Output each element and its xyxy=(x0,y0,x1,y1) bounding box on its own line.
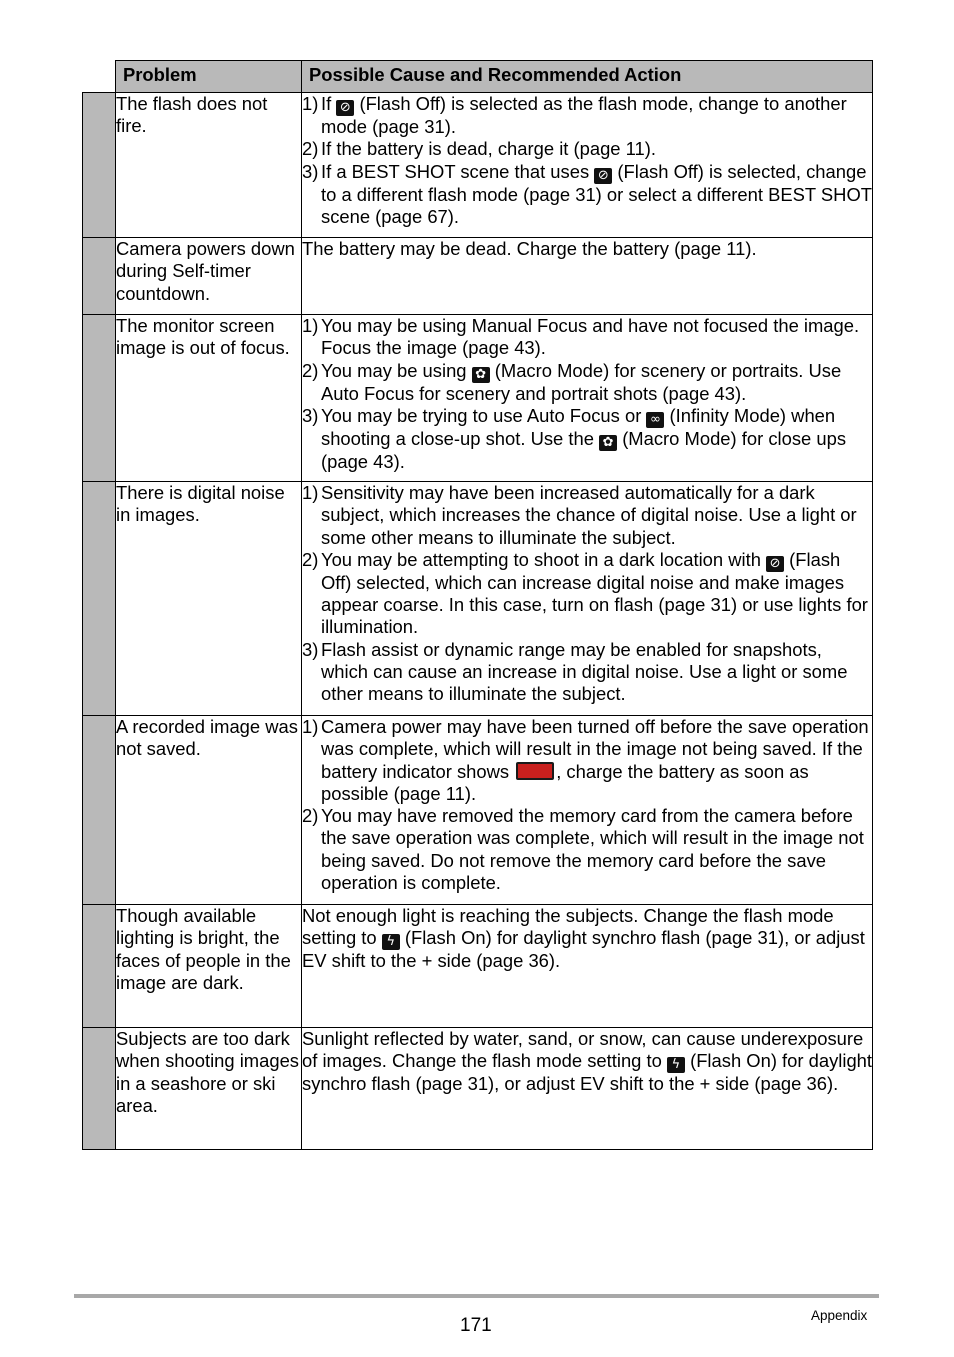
item-number: 2) xyxy=(302,548,319,570)
action-cell xyxy=(302,315,873,482)
action-text: You may be using Manual Focus and have not focused the image. Focus the image (page 43). xyxy=(321,315,860,359)
problem-cell: The monitor screen image is out of focus. xyxy=(116,315,302,482)
action-cell xyxy=(302,1028,873,1150)
action-text: You may be attempting to shoot in a dark location with xyxy=(321,548,767,570)
action-text: You may have removed the memory card from the camera before the save operation was complete, which will result in the image not being saved. Do not remove the memory card before the save operation is complete. xyxy=(321,805,864,894)
item-number: 2) xyxy=(302,805,319,827)
flash-off-icon: ⊘ xyxy=(336,100,354,116)
action-item xyxy=(302,482,872,549)
action-text: (Flash On) for daylight synchro flash (page 31), or adjust EV shift to the + side (page 36). xyxy=(302,1050,873,1095)
action-text: You may be trying to use Auto Focus or xyxy=(321,404,647,426)
action-item xyxy=(302,161,872,229)
item-number: 2) xyxy=(302,138,319,160)
table-row xyxy=(83,238,873,315)
table-row xyxy=(83,315,873,482)
item-number: 1) xyxy=(302,315,319,336)
action-cell xyxy=(302,905,873,1028)
battery-low-icon xyxy=(516,762,554,780)
flash-off-icon: ⊘ xyxy=(766,556,784,572)
action-item xyxy=(302,549,872,639)
action-text: If the battery is dead, charge it (page 11). xyxy=(321,138,656,160)
action-text: , charge the battery as soon as possible (page 11). xyxy=(321,760,809,804)
action-text: (Flash Off) is selected, change to a different flash mode (page 31) or select a different BEST SHOT scene (page 67). xyxy=(321,160,872,227)
footer-divider xyxy=(74,1294,879,1298)
item-number: 3) xyxy=(302,404,319,426)
header-spacer xyxy=(83,61,116,93)
macro-icon: ✿ xyxy=(599,435,617,451)
header-problem: Problem xyxy=(116,61,302,93)
macro-icon: ✿ xyxy=(472,367,490,383)
row-side-band xyxy=(83,238,116,315)
action-text: (Flash Off) selected, which can increase digital noise and make images appear coarse. In this case, turn on flash (page 31) or use lights for illumination. xyxy=(321,548,868,638)
problem-cell: Though available lighting is bright, the faces of people in the image are dark. xyxy=(116,905,302,1028)
action-item xyxy=(302,360,872,405)
problem-cell: The flash does not fire. xyxy=(116,93,302,238)
action-text: Not enough light is reaching the subjects. Change the flash mode setting to xyxy=(302,905,834,949)
action-cell xyxy=(302,93,873,238)
table-row xyxy=(83,1028,873,1150)
action-text: Sunlight reflected by water, sand, or snow, can cause underexposure of images. Change the flash mode setting to xyxy=(302,1028,864,1072)
action-cell xyxy=(302,238,873,315)
problem-cell: There is digital noise in images. xyxy=(116,482,302,716)
table-row xyxy=(83,93,873,238)
action-text: You may be using xyxy=(321,359,472,381)
action-text: (Macro Mode) for scenery or portraits. Use Auto Focus for scenery and portrait shots (page 43). xyxy=(321,359,842,404)
action-text: Flash assist or dynamic range may be enabled for snapshots, which can cause an increase in digital noise. Use a light or some other means to illuminate the subject. xyxy=(321,638,848,705)
problem-cell: Subjects are too dark when shooting images in a seashore or ski area. xyxy=(116,1028,302,1150)
action-item xyxy=(302,138,872,160)
page-number: 171 xyxy=(460,1315,492,1336)
table-row xyxy=(83,482,873,716)
table-header-row xyxy=(83,61,873,93)
row-side-band xyxy=(83,93,116,238)
troubleshooting-table xyxy=(82,60,873,1150)
action-item xyxy=(302,405,872,473)
item-number: 1) xyxy=(302,482,319,503)
action-text: Sensitivity may have been increased automatically for a dark subject, which increases the chance of digital noise. Use a light or some other means to illuminate the subject. xyxy=(321,482,857,548)
flash-on-icon: ϟ xyxy=(382,934,400,950)
action-text: If a BEST SHOT scene that uses xyxy=(321,160,595,182)
section-label: Appendix xyxy=(811,1308,868,1323)
item-number: 3) xyxy=(302,638,319,660)
action-text: The battery may be dead. Charge the battery (page 11). xyxy=(302,238,757,259)
action-item xyxy=(302,716,872,805)
action-text: (Macro Mode) for close ups (page 43). xyxy=(321,427,847,472)
action-text: (Flash On) for daylight synchro flash (page 31), or adjust EV shift to the + side (page 36). xyxy=(302,927,865,972)
item-number: 3) xyxy=(302,160,319,182)
item-number: 2) xyxy=(302,359,319,381)
action-item xyxy=(302,315,872,360)
action-text: (Flash Off) is selected as the flash mode, change to another mode (page 31). xyxy=(321,93,847,137)
item-number: 1) xyxy=(302,716,319,737)
action-text: Camera power may have been turned off before the save operation was complete, which will result in the image not being saved. If the battery indicator shows xyxy=(321,716,869,782)
item-number: 1) xyxy=(302,93,319,114)
action-cell xyxy=(302,482,873,716)
header-action: Possible Cause and Recommended Action xyxy=(302,61,873,93)
action-item xyxy=(302,805,872,894)
action-item xyxy=(302,639,872,706)
table-row xyxy=(83,905,873,1028)
row-side-band xyxy=(83,315,116,482)
row-side-band xyxy=(83,716,116,905)
row-side-band xyxy=(83,482,116,716)
action-paragraph xyxy=(302,238,872,260)
flash-on-icon: ϟ xyxy=(667,1057,685,1073)
action-text: (Infinity Mode) when shooting a close-up shot. Use the xyxy=(321,404,836,449)
flash-off-icon: ⊘ xyxy=(594,168,612,184)
action-paragraph xyxy=(302,1028,872,1096)
table-row xyxy=(83,716,873,905)
infinity-icon: ∞ xyxy=(646,412,664,428)
problem-cell: A recorded image was not saved. xyxy=(116,716,302,905)
row-side-band xyxy=(83,1028,116,1150)
action-item xyxy=(302,93,872,138)
action-cell xyxy=(302,716,873,905)
action-text: If xyxy=(321,93,337,114)
problem-cell: Camera powers down during Self-timer countdown. xyxy=(116,238,302,315)
row-side-band xyxy=(83,905,116,1028)
action-paragraph xyxy=(302,905,872,973)
